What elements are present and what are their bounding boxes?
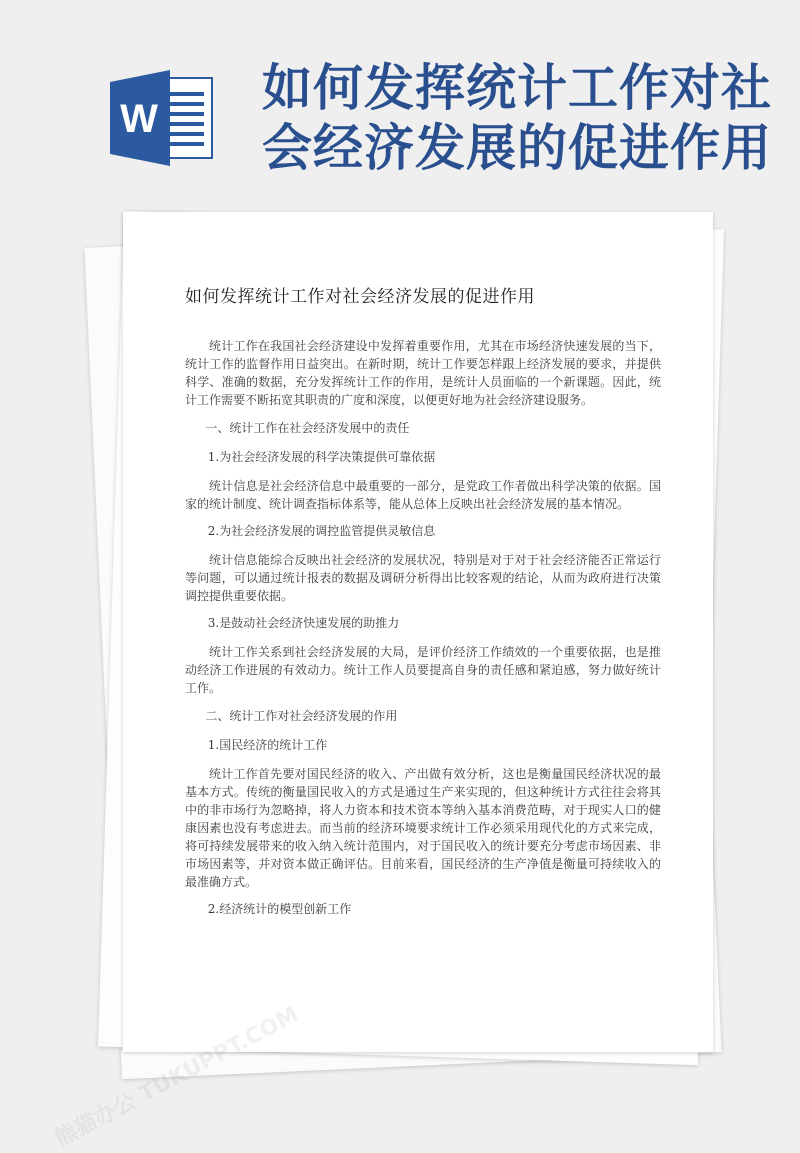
subsection-heading: 1.为社会经济发展的科学决策提供可靠依据 bbox=[207, 450, 436, 464]
body-paragraph: 统计信息是社会经济信息中最重要的一部分，是党政工作者做出科学决策的依据。国家的统计制度、统计调查指标体系等，能从总体上反映出社会经济发展的基本情况。 bbox=[185, 479, 661, 511]
document-preview bbox=[95, 200, 735, 1080]
subsection-heading: 2.为社会经济发展的调控监管提供灵敏信息 bbox=[207, 524, 436, 538]
banner-title: 如何发挥统计工作对社会经济发展的促进作用 bbox=[262, 58, 772, 177]
body-paragraph: 统计工作首先要对国民经济的收入、产出做有效分析，这也是衡量国民经济状况的最基本方式。传统的衡量国民收入的方式是通过生产来实现的，但这种统计方式往往会将其中的非市场行为忽略掉，将人力资本和技术资本等纳入基本消费范畴，对于现实人口的健康因素也没有考虑进去。而当前的经济环境要求统计工作必须采用现代化的方式来完成，将可持续发展带来的收入纳入统计范围内，对于国民收入的统计要充分考虑市场因素、非市场因素等，并对资本做正确评估。目前来看，国民经济的生产净值是衡量可持续收入的最准确方式。 bbox=[185, 767, 661, 889]
document-body bbox=[185, 282, 661, 929]
subsection-heading: 1.国民经济的统计工作 bbox=[207, 738, 328, 752]
word-icon-letter: W bbox=[120, 97, 158, 141]
subsection-heading: 3.是鼓动社会经济快速发展的助推力 bbox=[207, 616, 400, 630]
watermark-text: 熊猫办公 TUKUPPT.COM bbox=[50, 1002, 303, 1153]
body-paragraph: 统计工作在我国社会经济建设中发挥着重要作用，尤其在市场经济快速发展的当下，统计工作的监督作用日益突出。在新时期，统计工作要怎样跟上经济发展的要求，并提供科学、准确的数据，充分发挥统计工作的作用，是统计人员面临的一个新课题。因此，统计工作需要不断拓宽其职责的广度和深度，以便更好地为社会经济建设服务。 bbox=[185, 339, 661, 407]
paper-sheet-front bbox=[123, 212, 713, 1052]
banner-header bbox=[0, 0, 800, 200]
section-heading: 一、统计工作在社会经济发展中的责任 bbox=[205, 421, 410, 435]
body-paragraph: 统计工作关系到社会经济发展的大局，是评价经济工作绩效的一个重要依据，也是推动经济工作进展的有效动力。统计工作人员要提高自身的责任感和紧迫感，努力做好统计工作。 bbox=[185, 645, 661, 695]
word-document-icon bbox=[108, 68, 218, 168]
paragraph-list bbox=[185, 337, 661, 918]
section-heading: 二、统计工作对社会经济发展的作用 bbox=[205, 709, 398, 723]
subsection-heading: 2.经济统计的模型创新工作 bbox=[207, 902, 352, 916]
body-paragraph: 统计信息能综合反映出社会经济的发展状况，特别是对于对于社会经济能否正常运行等问题，可以通过统计报表的数据及调研分析得出比较客观的结论，从而为政府进行决策调控提供重要依据。 bbox=[185, 553, 661, 603]
document-title: 如何发挥统计工作对社会经济发展的促进作用 bbox=[185, 287, 535, 307]
